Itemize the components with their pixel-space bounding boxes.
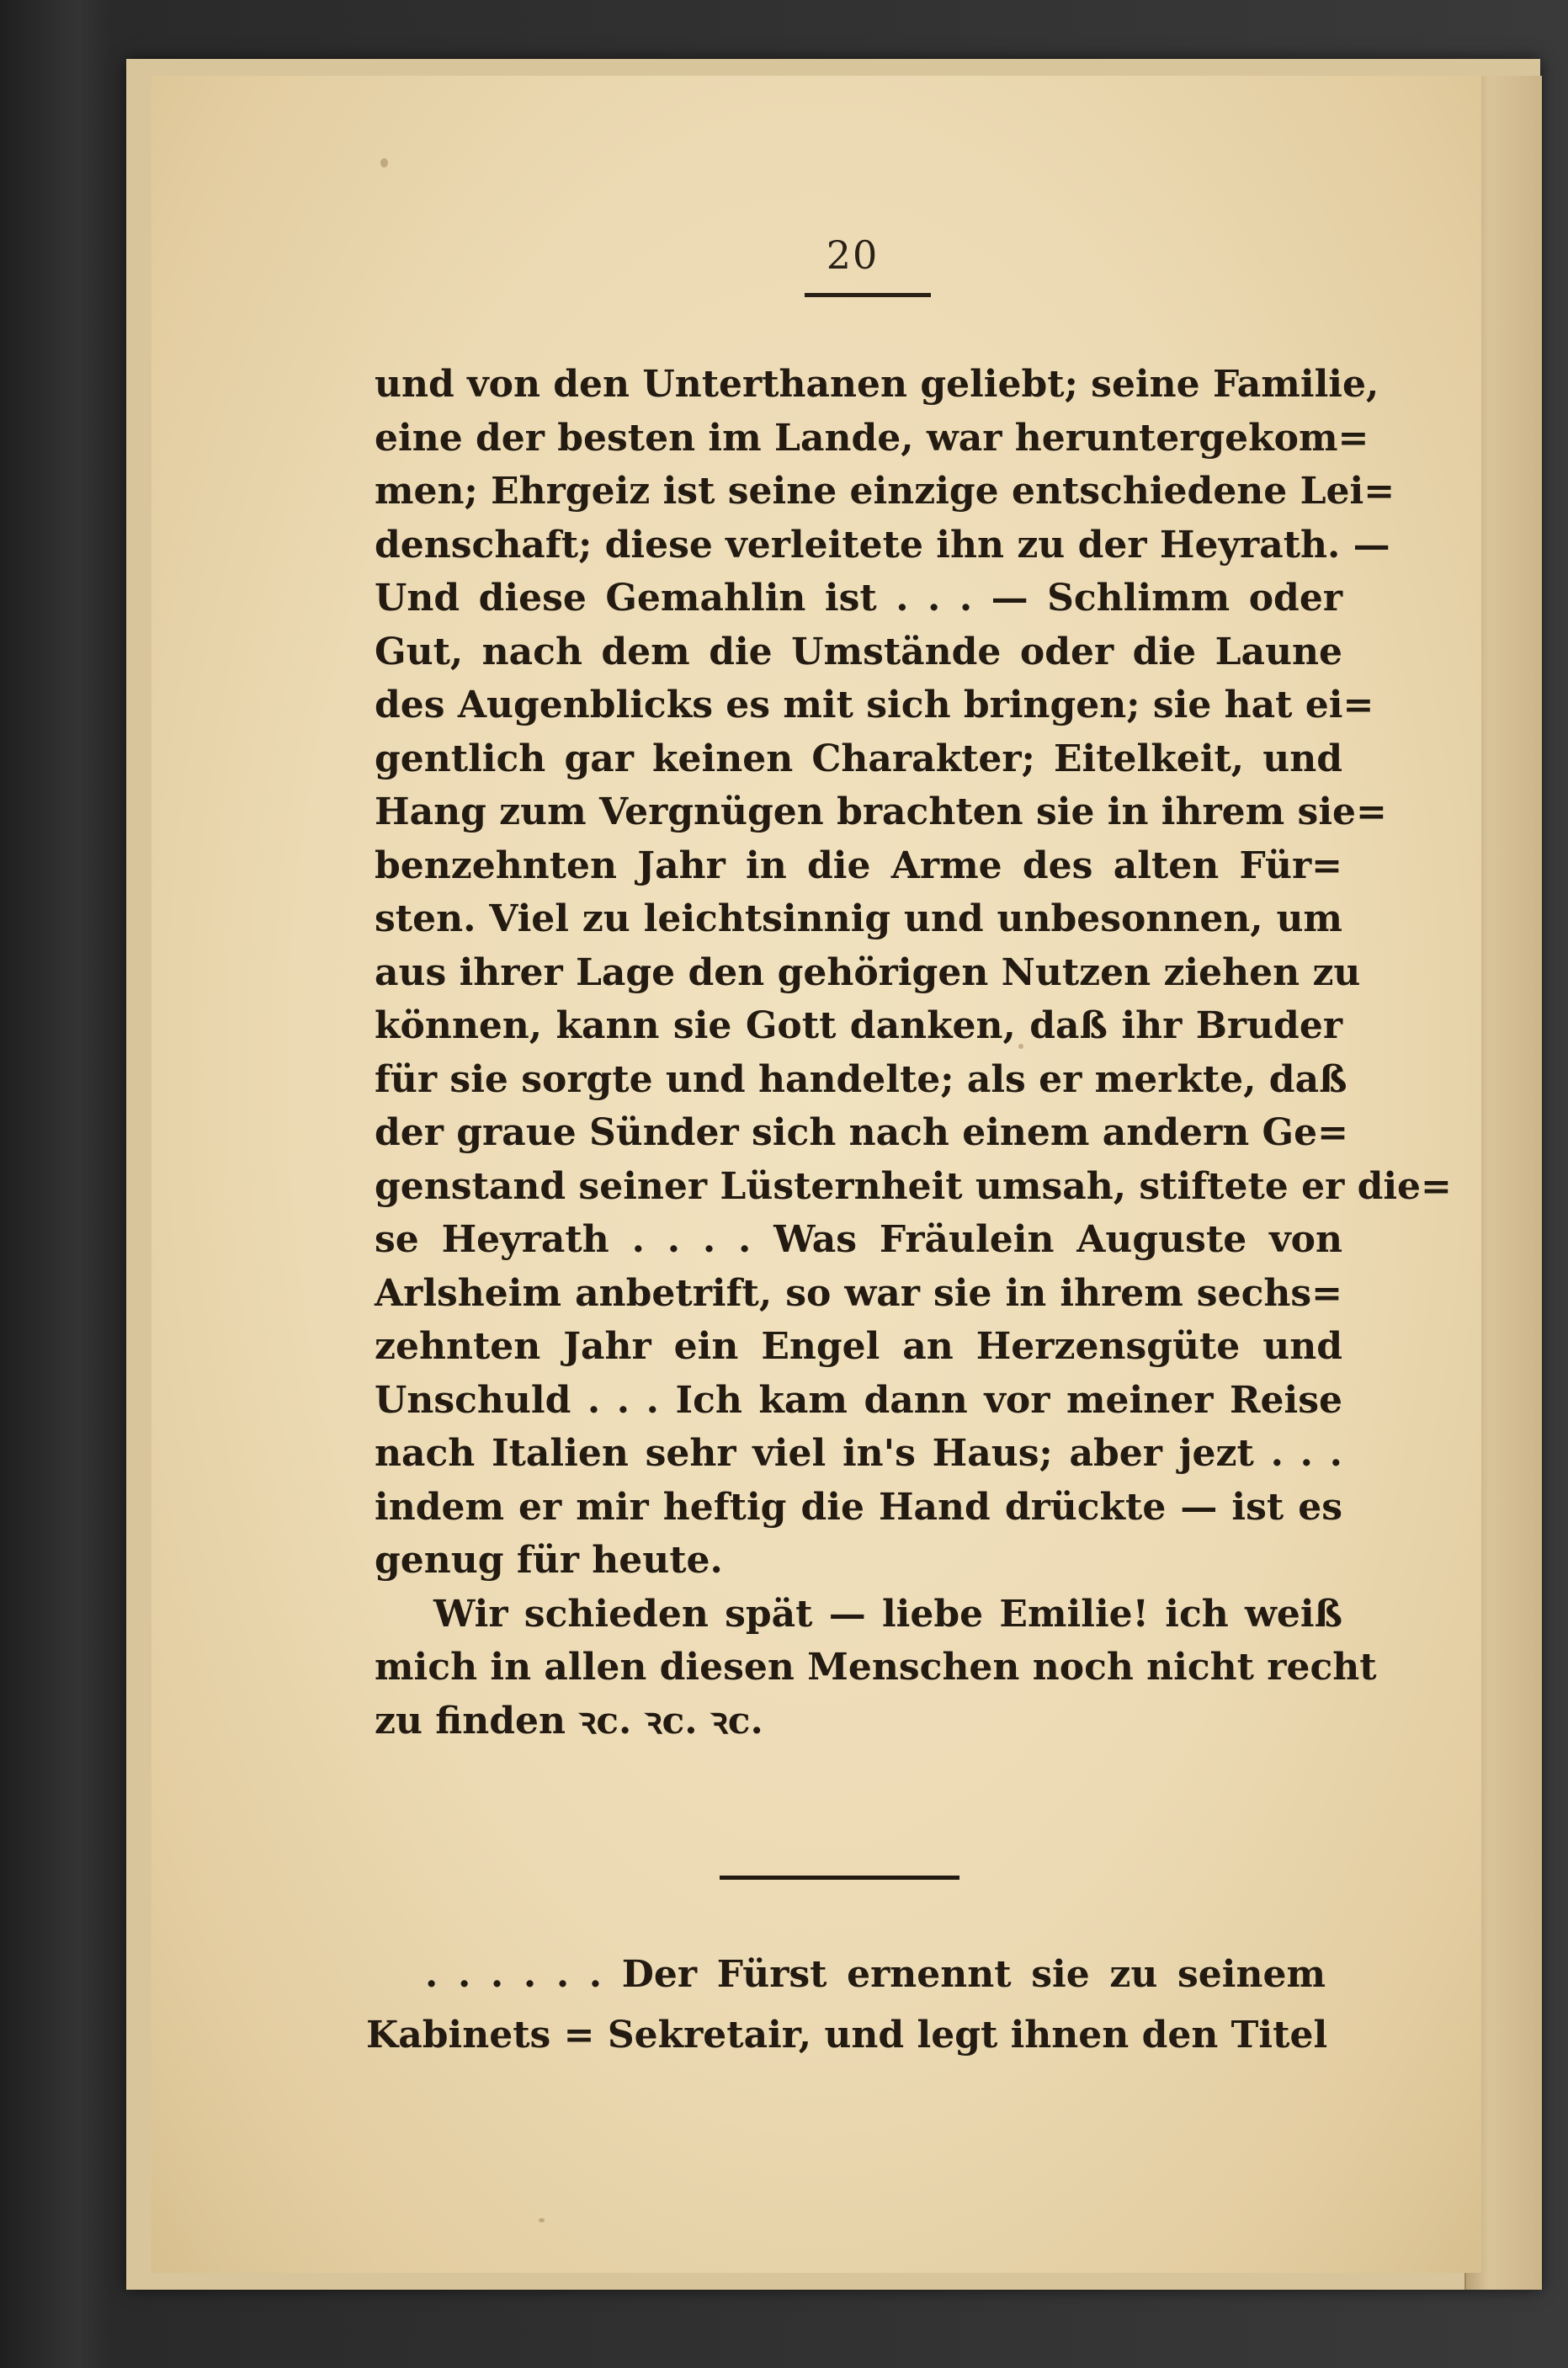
text-line: für sie sorgte und handelte; als er merkte, daß	[375, 1057, 1347, 1101]
header-rule	[805, 293, 931, 297]
text-line: eine der besten im Lande, war heruntergekom=	[375, 416, 1369, 460]
text-line: Kabinets = Sekretair, und legt ihnen den Titel	[366, 2014, 1328, 2057]
foxing-speck	[539, 2218, 545, 2222]
text-line: Und diese Gemahlin ist . . . — Schlimm oder	[375, 577, 1342, 620]
text-line: aus ihrer Lage den gehörigen Nutzen ziehen zu	[375, 950, 1361, 994]
text-line: können, kann sie Gott danken, daß ihr Bruder	[375, 1004, 1342, 1047]
text-line: Hang zum Vergnügen brachten sie in ihrem sie=	[375, 790, 1387, 833]
text-line: benzehnten Jahr in die Arme des alten Für=	[375, 843, 1342, 887]
text-line: gentlich gar keinen Charakter; Eitelkeit, und	[375, 737, 1342, 780]
text-line: der graue Sünder sich nach einem andern Ge=	[375, 1111, 1348, 1154]
body-text	[375, 358, 1452, 1748]
text-line: men; Ehrgeiz ist seine einzige entschiedene Lei=	[375, 470, 1395, 513]
text-line: genug für heute.	[375, 1539, 723, 1582]
text-line: denschaft; diese verleitete ihn zu der Heyrath. —	[375, 523, 1390, 567]
footer-text	[366, 1945, 1328, 2066]
text-line: indem er mir heftig die Hand drückte — ist es	[375, 1485, 1342, 1529]
foxing-speck	[380, 158, 388, 168]
text-line: genstand seiner Lüsternheit umsah, stiftete er die=	[375, 1164, 1452, 1208]
text-line: zu finden ꝛc. ꝛc. ꝛc.	[375, 1699, 763, 1743]
text-line: Gut, nach dem die Umstände oder die Laune	[375, 630, 1342, 673]
text-line: se Heyrath . . . . Was Fräulein Auguste von	[375, 1218, 1342, 1261]
text-line: Unschuld . . . Ich kam dann vor meiner Reise	[375, 1378, 1342, 1422]
text-line: . . . . . . Der Fürst ernennt sie zu seinem	[425, 1953, 1326, 1996]
text-line: mich in allen diesen Menschen noch nicht recht	[375, 1646, 1377, 1689]
text-line: des Augenblicks es mit sich bringen; sie hat ei=	[375, 684, 1374, 726]
page-number: 20	[826, 232, 880, 278]
text-line: nach Italien sehr viel in's Haus; aber jezt . . .	[375, 1432, 1342, 1475]
text-line: sten. Viel zu leichtsinnig und unbesonnen, um	[375, 897, 1342, 940]
section-divider	[720, 1876, 959, 1880]
text-line: Arlsheim anbetrift, so war sie in ihrem sechs=	[375, 1271, 1342, 1315]
text-line: Wir schieden spät — liebe Emilie! ich weiß	[433, 1592, 1342, 1636]
text-line: und von den Unterthanen geliebt; seine Familie,	[375, 363, 1379, 406]
text-line: zehnten Jahr ein Engel an Herzensgüte und	[375, 1325, 1342, 1368]
